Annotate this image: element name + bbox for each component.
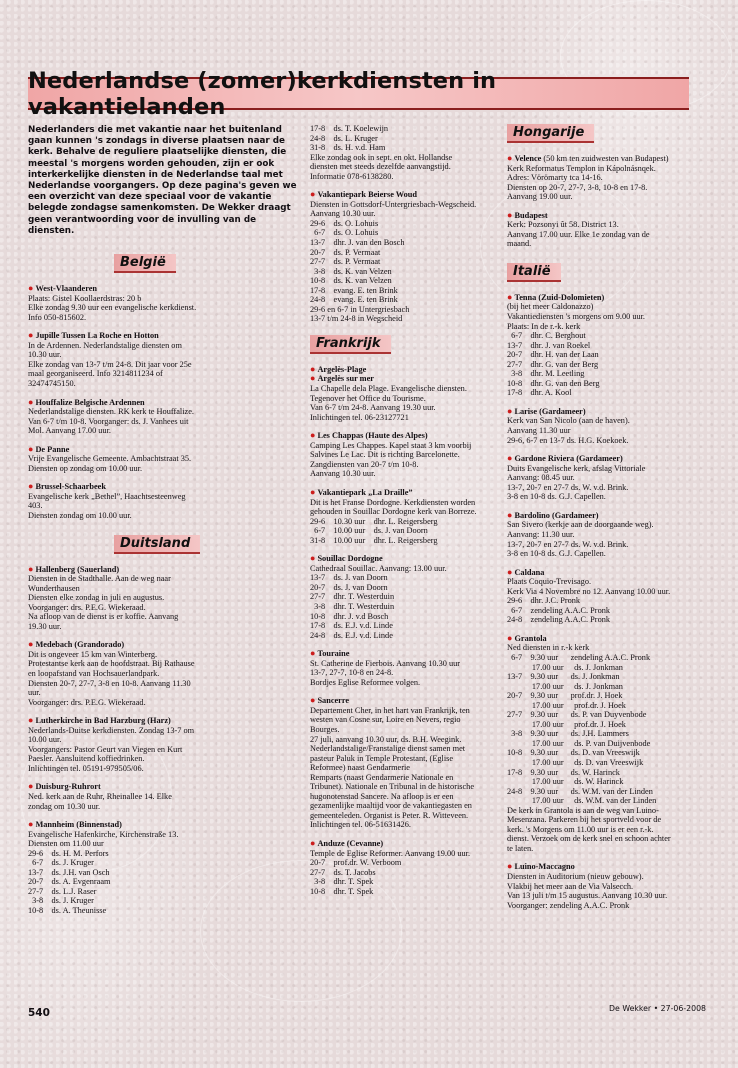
bullet-icon: ● [28,330,34,341]
country-section [28,535,298,916]
detail-line: Inlichtingen tel. 06-51631426. [310,820,411,830]
country-heading: Hongarije [507,124,594,143]
detail-line: 6-7 ds. J. Kruger [28,858,94,868]
detail-line: 403. [28,501,43,511]
bullet-icon: ● [507,291,513,302]
detail-line: Kerk Via 4 Novembre no 12. Aanvang 10.00 uur. [507,586,671,596]
location-heading [507,454,707,464]
detail-line: 24-8 9.30 uur ds. W.M. van der Linden [507,786,653,796]
location-heading [28,716,298,726]
detail-line: San Sivero (kerkje aan de doorgaande weg). [507,520,654,530]
detail-line: gehouden in Souillac Dordogne kerk van Borreze. [310,507,477,517]
detail-line: Voorganger: drs. P.E.G. Wiekeraad. [28,697,146,707]
service-entry [507,154,707,202]
detail-line: kerk. 's Morgens om 11.00 uur is er een r.-k. [507,824,654,834]
detail-line: te laten. [507,843,534,853]
bullet-icon: ● [310,363,316,374]
detail-line: Duits Evangelische kerk, afslag Vittoriale [507,463,646,473]
detail-line: Evangelische kerk „Bethel”, Haachtsesteenweg [28,491,186,501]
intro-text: Nederlanders die met vakantie naar het buitenland gaan kunnen 's zondags in diverse plaatsen naar de kerk. Behalve de reguliere plaatselijke diensten, die meestal 's morgens worden gehouden, zijn er ook interkerkelijke diensten in de Nederlandse taal met Nederlandse voorgangers. Op deze pagina's geven we een overzicht van deze speciaal voor de vakantie belegde zondagse samenkomsten. De Wekker draagt geen verantwoording voor de invulling van de diensten. [28,125,297,236]
detail-line: La Chapelle dela Plage. Evangelische diensten. [310,384,467,394]
detail-line: Adres: Vörömarty tca 14-16. [507,173,603,183]
detail-line: Plaats: Gistel Koollaerdstras: 20 b [28,293,142,303]
detail-line: Voorganger: drs. P.E.G. Wiekeraad. [28,602,146,612]
location-name: Budapest [514,210,548,220]
service-entry [507,407,707,445]
location-heading [310,554,500,564]
bullet-icon: ● [28,639,34,650]
issue-info: De Wekker • 27-06-2008 [609,1004,706,1013]
detail-line: 3-8 dhr. T. Spek [310,877,374,887]
detail-line: Plaats: In de r.-k. kerk [507,321,581,331]
detail-line: 27-7 ds. P. Vermaat [310,257,381,267]
detail-line: 20-7 ds. A. Evgenraam [28,877,111,887]
detail-line: 29-6, 6-7 en 13-7 ds. H.G. Koekoek. [507,435,629,445]
detail-line: Nederlandstalige diensten. RK kerk te Houffalize. [28,407,194,417]
service-entry [310,839,500,896]
detail-line: (bij het meer Caldonazzo) [507,302,594,312]
detail-line: Camping Les Chappes. Kapel staat 3 km voorbij [310,440,472,450]
detail-line: 10-8 9.30 uur ds. D. van Vreeswijk [507,748,640,758]
detail-line: In de Ardennen. Nederlandstalige diensten om [28,340,182,350]
location-name: Medebach (Grandorado) [35,640,125,650]
location-name: Houffalize Belgische Ardennen [35,397,145,407]
service-entry [310,365,500,422]
location-name: Les Chappas (Haute des Alpes) [317,431,428,441]
detail-line: dienst. Verzoek om de kerk snel en schoon achter [507,834,671,844]
location-heading [28,331,298,341]
detail-line: maand. [507,239,532,249]
detail-line: Inlichtingen tel. 06-23127721 [310,412,409,422]
location-heading [507,511,707,521]
detail-line: 27-7 dhr. T. Westerduin [310,592,395,602]
detail-line: 13-7, 20-7 en 27-7 ds. W. v.d. Brink. [507,482,629,492]
service-entry [507,634,707,854]
detail-line: 17.00 uur ds. P. van Duijvenbode [507,738,651,748]
detail-line: Temple de Eglise Reformer. Aanvang 19.00 uur. [310,848,471,858]
detail-line: 13-7 dhr. J. van Roekel [507,340,591,350]
detail-line: Info 050-815602. [28,312,87,322]
location-heading [28,284,298,294]
detail-line: 10-8 dhr. T. Spek [310,886,374,896]
detail-line: Van 13 juli t/m 15 augustus. Aanvang 10.30 uur. [507,891,668,901]
detail-line: Ned. kerk aan de Ruhr, Rheinallee 14. Elke [28,792,172,801]
location-name: Grantola [514,633,547,643]
detail-line: Aanvang: 08.45 uur. [507,473,575,483]
service-entry [28,331,298,388]
detail-line: Diensten zondag om 10.00 uur. [28,510,132,520]
detail-line: Kerk van San Nicolo (aan de haven). [507,416,630,426]
location-heading [310,431,500,441]
country-section [507,124,707,249]
country-heading: Duitsland [114,535,200,554]
bullet-icon: ● [507,566,513,577]
location-heading [310,649,500,659]
title-bar [28,67,689,120]
detail-line: Diensten om 11.00 uur [28,839,104,849]
service-entry [507,454,707,502]
location-heading [507,293,707,303]
detail-line: diensten met steeds dezelfde aanvangstijd. [310,162,451,172]
detail-line: 27-7 ds. L.J. Raser [28,886,97,896]
location-name: Gardone Riviera (Gardameer) [514,454,623,464]
detail-line: 6-7 9.30 uur zendeling A.A.C. Pronk [507,652,651,662]
detail-line: Na afloop van de dienst is er koffie. Aanvang [28,612,179,622]
detail-line: 27 juli, aanvang 10.30 uur, ds. B.H. Weegink. [310,734,462,744]
bullet-icon: ● [507,453,513,464]
page-title: Nederlandse (zomer)kerkdiensten in vakantielanden [28,67,497,120]
bullet-icon: ● [28,443,34,454]
country-heading: Frankrijk [310,335,391,354]
detail-line: 17-8 9.30 uur ds. W. Harinck [507,767,620,777]
detail-line: Aanvang: 11.30 uur. [507,529,575,539]
location-name: Argelès sur mer [317,374,374,384]
detail-line: Dit is het Franse Dordogne. Kerkdiensten worden [310,497,476,507]
detail-line: 17-8 dhr. A. Kool [507,388,572,398]
detail-line: 24-8 evang. E. ten Brink [310,295,398,305]
service-entry [28,640,298,707]
bullet-icon: ● [310,430,316,441]
detail-line: 20-7 ds. P. Vermaat [310,247,381,257]
detail-line: 3-8 dhr. M. Leetling [507,369,585,379]
location-heading [507,862,707,872]
bullet-icon: ● [310,838,316,848]
location-heading [28,445,298,455]
detail-line: Protestantse kerk aan de hoofdstraat. Bij Rathause [28,659,195,669]
detail-line: Elke zondag ook in sept. en okt. Hollandse [310,152,453,162]
detail-line: 20-7 prof.dr. W. Verboom [310,858,402,868]
detail-line: 29-6 ds. O. Lohuis [310,218,379,228]
detail-line: 17.00 uur prof.dr. J. Hoek [507,700,626,710]
detail-line: Elke zondag van 13-7 t/m 24-8. Dit jaar voor 25e [28,359,192,369]
service-entry [28,445,298,474]
bullet-icon: ● [310,486,316,497]
location-name: Hallenberg (Sauerland) [35,564,120,574]
detail-line: 6-7 zendeling A.A.C. Pronk [507,605,611,615]
detail-line: Kerk Reformatus Templon in Kápolnásnqek. [507,163,656,173]
bullet-icon: ● [28,781,34,792]
bullet-icon: ● [507,209,513,220]
detail-line: Diensten op zondag om 10.00 uur. [28,463,143,473]
detail-line: 17.00 uur ds. W.M. van der Linden [507,796,657,806]
location-heading [310,488,500,498]
detail-line: 24-8 zendeling A.A.C. Pronk [507,615,611,625]
detail-line: 13-7 t/m 24-8 in Wegscheid [310,314,403,324]
location-name: Duisburg-Ruhrort [35,782,101,792]
detail-line: 17-8 evang. E. ten Brink [310,285,398,295]
detail-line: Vlakbij het meer aan de Via Valsecch. [507,881,634,891]
column-2 [310,124,500,896]
service-entry [28,565,298,632]
detail-line: Van 6-7 t/m 24-8. Aanvang 19.30 uur. [310,403,436,413]
detail-line: Aanvang 10.30 uur. [310,209,376,219]
detail-line: Bourges. [310,724,340,734]
detail-line: Informatie 078-6138280. [310,171,394,181]
detail-line: Nederlands-Duitse kerkdiensten. Zondag 13-7 om [28,725,195,735]
detail-line: Mesenzana. Parkeren bij het sportveld voor de [507,815,662,825]
location-heading [310,374,500,384]
location-name: De Panne [35,444,70,454]
service-entry [28,284,298,322]
detail-line: Wunderthausen [28,583,80,593]
detail-line: 13-7 9.30 uur ds. J. Jonkman [507,672,620,682]
location-heading [507,154,707,164]
detail-line: Departement Cher, in het hart van Frankrijk, ten [310,705,470,715]
detail-line: Salvines Le Lac. Dit is richting Barcelonette. [310,450,460,460]
detail-line: Bordjes Eglise Reformee volgen. [310,677,421,687]
detail-line: Aanvang 11.30 uur [507,426,571,436]
location-heading [28,482,298,492]
detail-line: 13-7 ds. J. van Doorn [310,573,388,583]
detail-line: 20-7 ds. J. van Doorn [310,582,388,592]
location-name: Larise (Gardameer) [514,406,586,416]
detail-line: 20-7 9.30 uur prof.dr. J. Hoek [507,691,623,701]
detail-line: Aanvang 10.30 uur. [310,469,376,479]
detail-line: Diensten elke zondag in juli en augustus. [28,593,165,603]
country-section [507,263,707,910]
bullet-icon: ● [28,819,34,830]
detail-line: Aanvang 19.00 uur. [507,192,573,202]
service-entry [310,649,500,687]
service-entry [28,782,298,811]
detail-line: 17.00 uur ds. J. Jonkman [507,681,623,691]
detail-line: hugonotenstad Sancere. Na afloop is er een [310,791,454,801]
bullet-icon: ● [310,695,316,706]
detail-line: 29-6 10.30 uur dhr. L. Reigersberg [310,516,438,526]
detail-line: Diensten in Gottsdorf-Untergriesbach-Wegscheid. [310,199,477,209]
service-entry [28,716,298,773]
location-name: Caldana [514,567,545,577]
detail-line: pasteur Paluk in Temple Protestant, (Eglise [310,753,454,763]
bullet-icon: ● [507,509,513,520]
detail-line: 31-8 ds. H. v.d. Ham [310,143,386,153]
detail-line: 3-8 9.30 uur ds. J.H. Lammers [507,729,629,739]
detail-line: 3-8 ds. K. van Velzen [310,266,392,276]
location-heading [507,634,707,644]
location-heading [507,407,707,417]
detail-line: 13-7, 27-7, 10-8 en 24-8. [310,668,394,678]
bullet-icon: ● [310,373,316,384]
detail-line: 13-7, 20-7 en 27-7 ds. W. v.d. Brink. [507,539,629,549]
detail-line: maal georganiseerd. Info 3214811234 of [28,369,163,379]
detail-line: 29-6 ds. H. M. Perfors [28,848,109,858]
detail-line: Inlichtingen tel. 05191-979505/06. [28,763,144,773]
detail-line: 20-7 dhr. H. van der Laan [507,350,599,360]
detail-line: 3-8 dhr. T. Westerduin [310,601,395,611]
location-name: Argelès-Plage [317,364,367,374]
detail-line: 27-7 dhr. G. van der Berg [507,359,599,369]
country-section [28,254,298,520]
service-entry [28,398,298,436]
location-heading [28,640,298,650]
detail-line: Diensten 20-7, 27-7, 3-8 en 10-8. Aanvang 11.30 [28,678,191,688]
location-heading [28,782,298,792]
detail-line: 19.30 uur. [28,621,62,631]
detail-line: en loopafstand van Hochsauerlandpark. [28,668,160,678]
detail-line: 17.00 uur ds. J. Jonkman [507,662,623,672]
service-entry [28,482,298,520]
bullet-icon: ● [28,481,34,492]
detail-line: Plaats Coquio-Trevisago. [507,577,592,587]
bullet-icon: ● [507,153,513,163]
country-section [310,335,500,896]
location-name: Jupille Tussen La Roche en Hotton [35,331,159,341]
detail-line: 3-8 en 10-8 ds. G.J. Capellen. [507,492,606,502]
service-entry [310,190,500,324]
detail-line: Diensten in de Stadthalle. Aan de weg naar [28,574,171,584]
bullet-icon: ● [310,553,316,564]
detail-line: Voorganger: zendeling A.A.C. Pronk [507,900,630,910]
detail-line: Diensten op 20-7, 27-7, 3-8, 10-8 en 17-8. [507,182,648,192]
location-name: West-Vlaanderen [35,284,98,294]
service-entry [310,554,500,640]
detail-line: Cathedraal Souillac. Aanvang: 13.00 uur. [310,563,447,573]
location-note: (50 km ten zuidwesten van Budapest) [541,154,669,163]
bullet-icon: ● [28,283,34,294]
detail-line: Voorgangers: Pastor Geurt van Viegen en Kurt [28,744,183,754]
detail-line: 10.30 uur. [28,350,62,360]
country-section [310,124,500,324]
bullet-icon: ● [507,632,513,643]
location-heading [28,820,298,830]
detail-line: 13-7 ds. J.H. van Osch [28,867,110,877]
detail-line: uur. [28,688,41,698]
detail-line: De kerk in Grantola is aan de weg van Luino- [507,805,659,815]
detail-line: 29-6 dhr. J.C. Pronk [507,596,581,606]
bullet-icon: ● [507,405,513,416]
location-heading [310,696,500,706]
bullet-icon: ● [28,715,34,726]
detail-line: 10.00 uur. [28,735,62,745]
detail-line: 6-7 dhr. C. Berghout [507,331,586,341]
bullet-icon: ● [310,648,316,659]
bullet-icon: ● [28,563,34,574]
detail-line: Aanvang 17.00 uur. Elke 1e zondag van de [507,229,650,239]
detail-line: 27-7 ds. T. Jacobs [310,867,376,877]
detail-line: Paesler. Aansluitend koffiedrinken. [28,754,145,764]
location-name: Touraine [317,649,350,659]
detail-line: zondag om 10.30 uur. [28,801,101,811]
detail-line: Zangdiensten van 20-7 t/m 10-8. [310,459,419,469]
detail-line: 31-8 10.00 uur dhr. L. Reigersberg [310,535,438,545]
detail-line: Evangelische Hafenkirche, Kirchenstraße 13. [28,829,179,839]
detail-line: 17.00 uur prof.dr. J. Hoek [507,719,626,729]
page-number: 540 [28,1007,50,1019]
detail-line: Nederlandstalige/Franstalige dienst samen met [310,744,466,754]
service-entry [507,293,707,398]
location-name: Luino-Maccagno [514,862,575,872]
bullet-icon: ● [28,396,34,407]
country-heading: Italië [507,263,561,282]
detail-line: Vrije Evangelische Gemeente. Ambachtstraat 35. [28,454,192,464]
detail-line: 32474745150. [28,378,76,388]
detail-line: 10-8 ds. K. van Velzen [310,276,392,286]
detail-line: 10-8 ds. A. Theunisse [28,906,107,916]
service-entry [28,820,298,915]
detail-line: 17-8 ds. T. Koelewijn [310,124,389,133]
detail-line: 17.00 uur ds. D. van Vreeswijk [507,757,644,767]
service-entry [507,568,707,625]
location-name: Brussel-Schaarbeek [35,482,106,492]
location-name: Anduze (Cevanne) [317,839,384,848]
location-name: Vakantiepark Beierse Woud [317,190,418,200]
detail-line: gezamenlijke maaltijd voor de vakantiegasten en [310,801,472,811]
location-heading [310,190,500,200]
column-1 [28,124,298,916]
detail-line: St. Catherine de Fierbois. Aanvang 10.30 uur [310,658,461,668]
detail-line: 3-8 en 10-8 ds. G.J. Capellen. [507,549,606,559]
detail-line: 10-8 dhr. J. v.d Bosch [310,611,389,621]
detail-line: gemeenteleden. Organist is Peter. R. Witteveen. [310,810,469,820]
service-entry [310,431,500,479]
detail-line: 24-8 ds. E.J. v.d. Linde [310,630,393,640]
detail-line: Reformee) naast Gendarmerie [310,763,410,773]
service-entry [507,862,707,910]
location-name: Bardolino (Gardameer) [514,510,599,520]
service-entry [310,696,500,830]
detail-line: 13-7 dhr. J. van den Bosch [310,238,405,248]
detail-line: Van 6-7 t/m 10-8. Voorganger: ds. J. Vanhees uit [28,416,189,426]
location-name: Vakantiepark „La Draille” [317,487,413,497]
detail-line: Remparts (naast Gendarmerie Nationale en [310,772,454,782]
location-name: Lutherkirche in Bad Harzburg (Harz) [35,716,171,726]
service-entry [310,124,500,181]
location-name: Velence [514,154,542,163]
detail-line: 27-7 9.30 uur ds. P. van Duyvenbode [507,710,647,720]
service-entry [507,211,707,249]
detail-line: 24-8 ds. L. Kruger [310,133,378,143]
bullet-icon: ● [507,861,513,872]
column-3 [507,124,707,910]
location-name: Mannheim (Binnenstad) [35,820,122,830]
detail-line: 17.00 uur ds. W. Harinck [507,777,624,787]
detail-line: Mol. Aanvang 17.00 uur. [28,426,111,436]
location-heading [507,211,707,221]
location-name: Souillac Dordogne [317,554,383,564]
detail-line: Diensten in Auditorium (nieuw gebouw). [507,872,644,881]
detail-line: 6-7 ds. O. Lohuis [310,228,379,238]
detail-line: Dit is ongeveer 15 km van Winterberg. [28,649,158,659]
detail-line: Tribunet). Nationale en Tribunal in de historische [310,782,475,792]
location-heading [28,565,298,575]
detail-line: Tegenover het Office du Tourisme. [310,393,426,403]
service-entry [310,488,500,545]
detail-line: 6-7 10.00 uur ds. J. van Doorn [310,526,428,536]
country-heading: België [114,254,176,273]
detail-line: 3-8 ds. J. Kruger [28,896,94,906]
detail-line: Ned diensten in r.-k kerk [507,643,590,653]
detail-line: Kerk: Pozsonyi ût 58. District 13. [507,220,619,230]
location-heading [310,839,500,849]
location-heading [507,568,707,578]
detail-line: 10-8 dhr. G. van den Berg [507,378,600,388]
location-heading [28,398,298,408]
detail-line: Elke zondag 9.30 uur een evangelische kerkdienst. [28,303,197,313]
location-name: Sancerre [317,696,350,706]
detail-line: 17-8 ds. E.J. v.d. Linde [310,621,393,631]
location-name: Tenna (Zuid-Dolomieten) [514,292,605,302]
service-entry [507,511,707,559]
detail-line: 29-6 en 6-7 in Untergriesbach [310,304,410,314]
detail-line: Vakantiediensten 's morgens om 9.00 uur. [507,312,645,322]
bullet-icon: ● [310,189,316,200]
detail-line: westen van Cosne sur, Loire en Nevers, regio [310,715,461,725]
